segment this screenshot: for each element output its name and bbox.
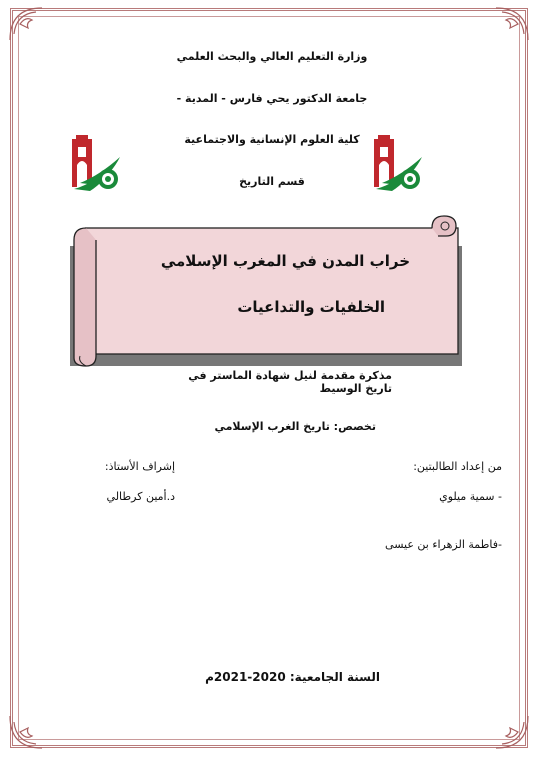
thesis-subtitle: الخلفيات والتداعيات xyxy=(237,298,385,316)
memo-description: مذكرة مقدمة لنيل شهادة الماستر في تاريخ الوسيط xyxy=(188,369,392,395)
supervisor-name: د.أمين كرطالي xyxy=(106,490,175,503)
specialty-line: تخصص: تاريخ الغرب الإسلامي xyxy=(214,420,376,433)
corner-ornament-icon xyxy=(6,4,46,44)
supervisor-label: إشراف الأستاذ: xyxy=(104,460,175,473)
ministry-name: وزارة التعليم العالي والبحث العلمي xyxy=(176,50,368,63)
university-logo-icon xyxy=(66,133,126,195)
corner-ornament-icon xyxy=(492,712,532,752)
university-logo-icon xyxy=(368,133,428,195)
corner-ornament-icon xyxy=(492,4,532,44)
thesis-title: خراب المدن في المغرب الإسلامي xyxy=(160,252,410,270)
title-scroll-banner xyxy=(62,212,472,372)
department-name: قسم التاريخ xyxy=(239,175,305,188)
student-name: - سمية ميلوي xyxy=(439,490,502,503)
university-name: جامعة الدكتور يحي فارس - المدية - xyxy=(176,92,368,105)
academic-year: السنة الجامعية: 2020-2021م xyxy=(205,670,380,684)
corner-ornament-icon xyxy=(6,712,46,752)
faculty-name: كلية العلوم الإنسانية والاجتماعية xyxy=(184,133,360,146)
prepared-by-label: من إعداد الطالبتين: xyxy=(413,460,502,473)
student-name: -فاطمة الزهراء بن عيسى xyxy=(385,538,502,551)
